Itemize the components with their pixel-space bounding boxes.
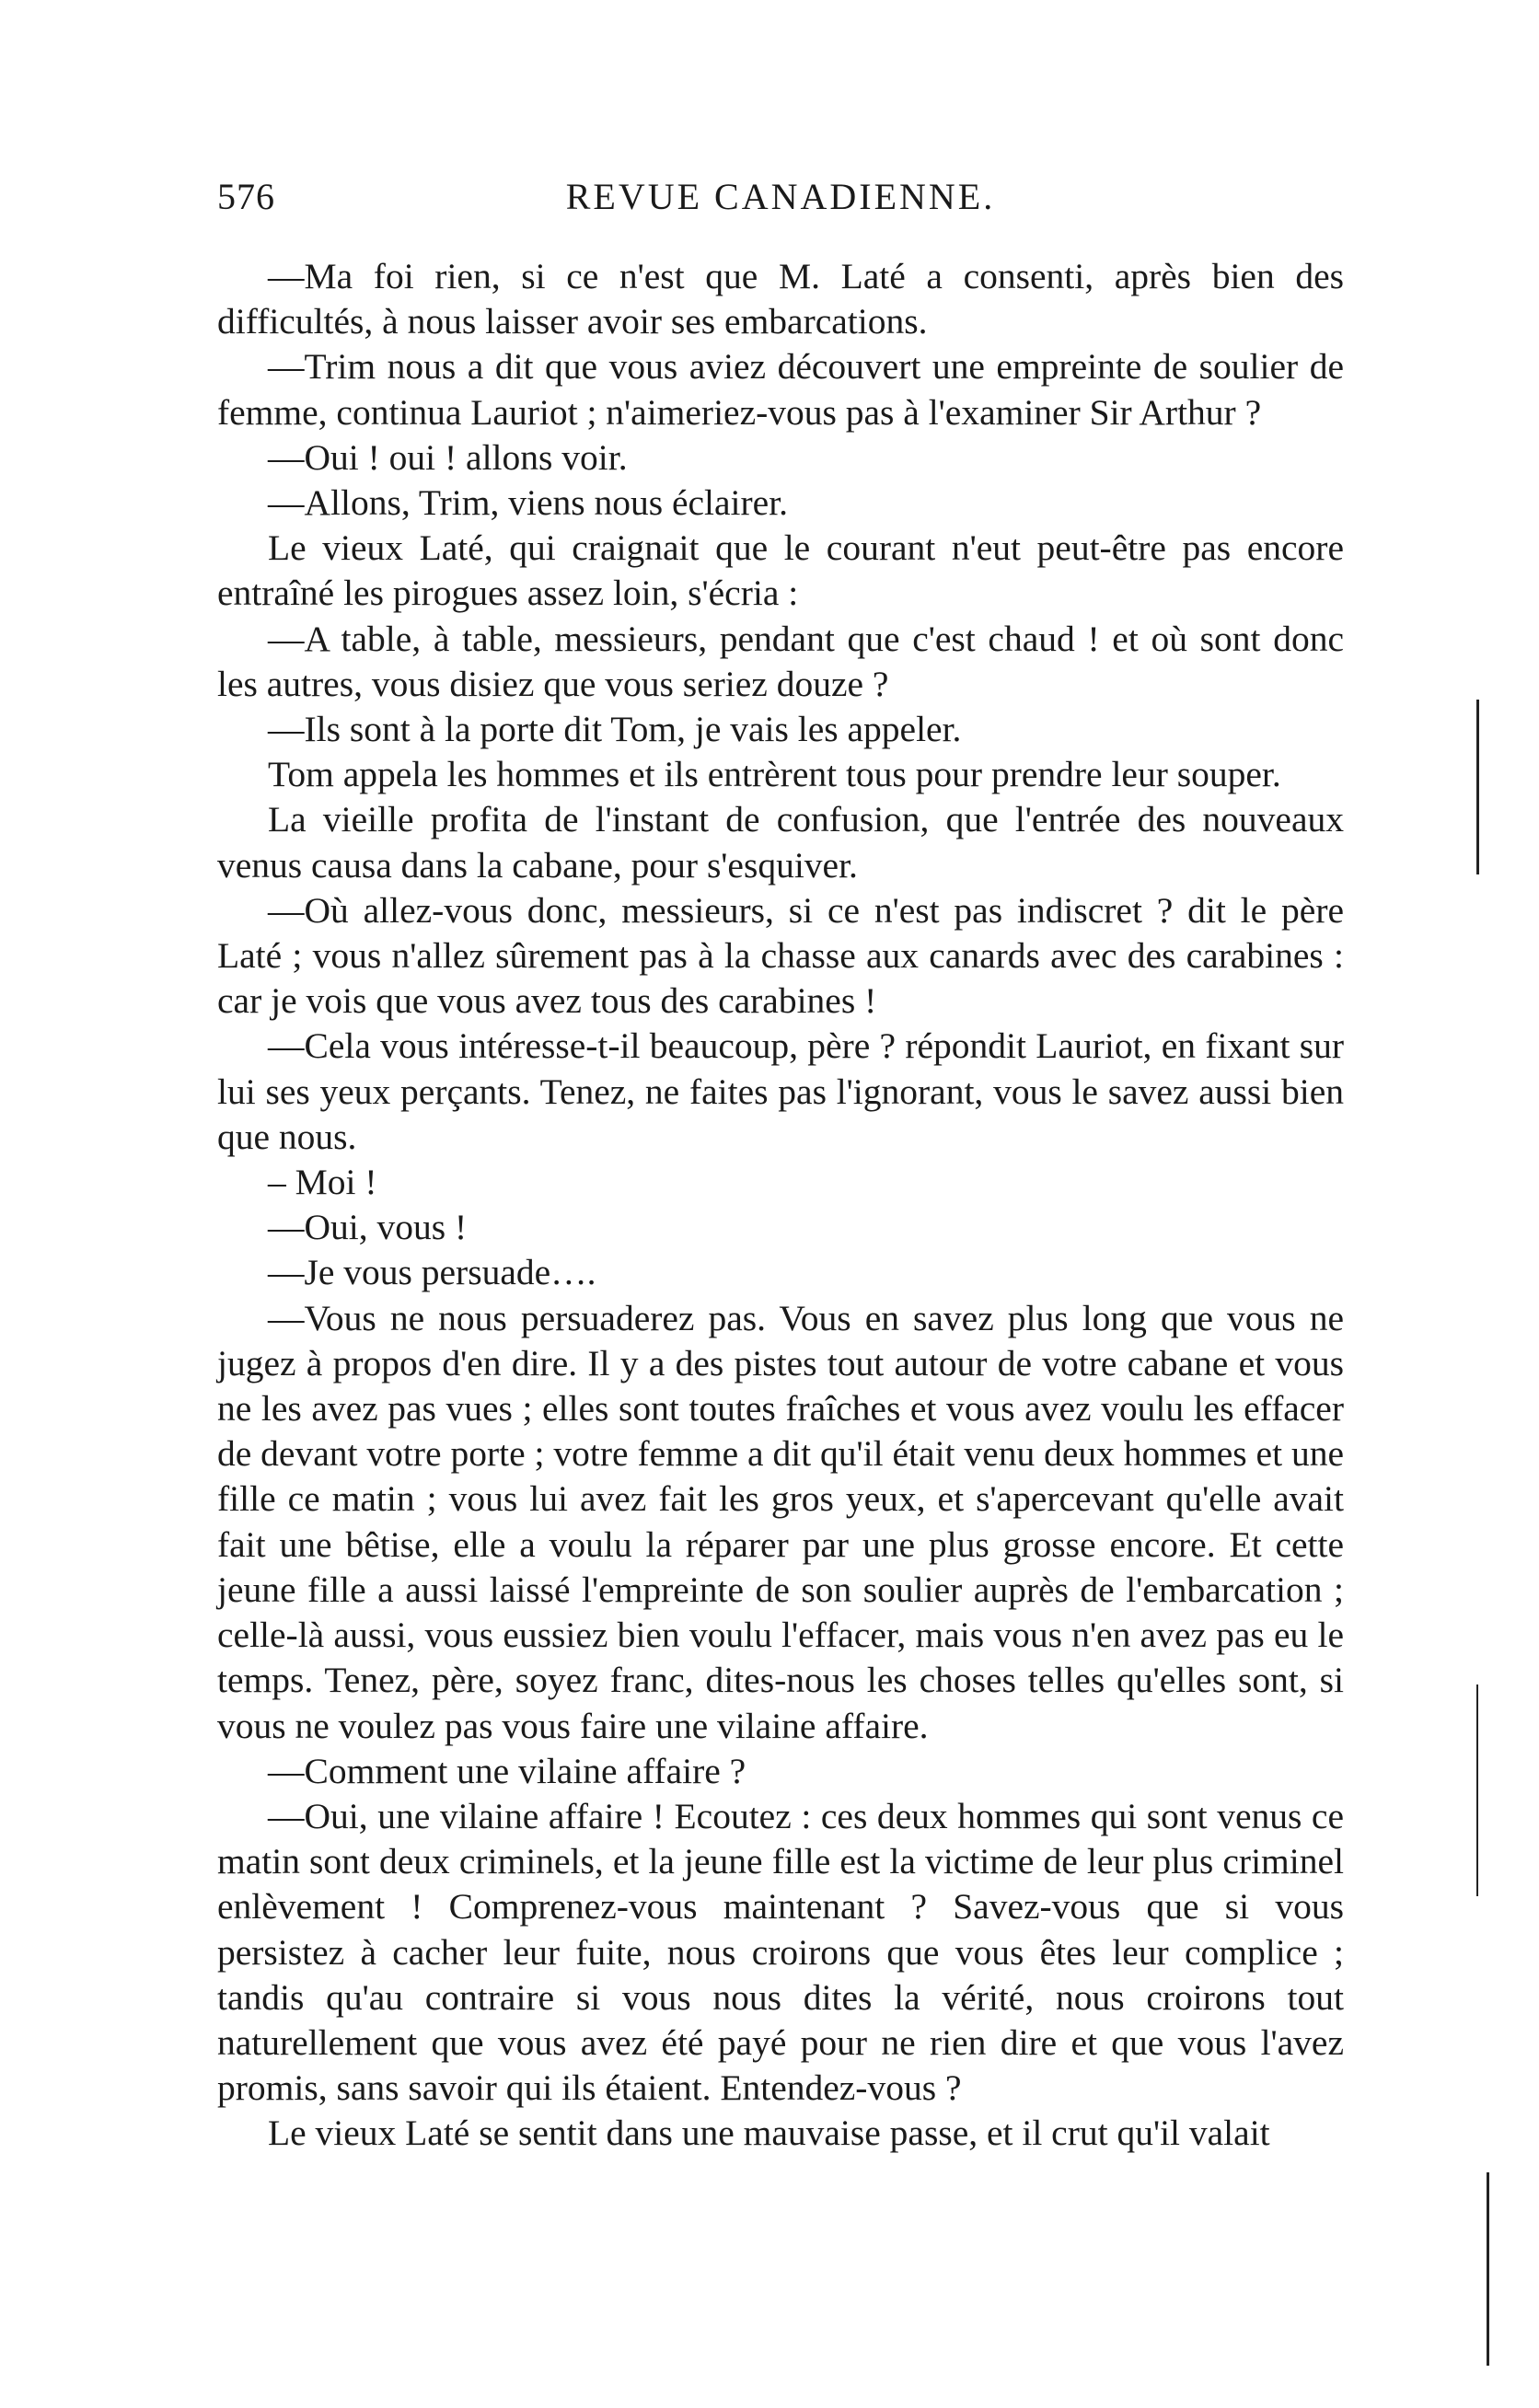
body-text [217,254,1344,2157]
running-head: REVUE CANADIENNE. [565,176,996,217]
paragraph: —Trim nous a dit que vous aviez découvert une empreinte de soulier de femme, continua Lauriot ; n'aimeriez-vous pas à l'examiner Sir Arthur ? [217,346,1344,433]
scan-edge-mark [1476,1684,1478,1896]
page-header [217,175,1344,230]
paragraph: —Ils sont à la porte dit Tom, je vais les appeler. [268,709,962,750]
paragraph: —Où allez-vous donc, messieurs, si ce n'est pas indiscret ? dit le père Laté ; vous n'allez sûrement pas à la chasse aux canards avec des carabines : car je vois que vous avez tous des carabines ! [217,889,1344,1022]
paragraph: Tom appela les hommes et ils entrèrent tous pour prendre leur souper. [268,754,1281,795]
paragraph: —Oui ! oui ! allons voir. [268,436,628,478]
paragraph: —Oui, vous ! [268,1207,468,1248]
paragraph: La vieille profita de l'instant de confusion, que l'entrée des nouveaux venus causa dans la cabane, pour s'esquiver. [217,799,1344,886]
paragraph: —Ma foi rien, si ce n'est que M. Laté a consenti, après bien des difficultés, à nous laisser avoir ses embarcations. [217,256,1344,342]
paragraph: —Vous ne nous persuaderez pas. Vous en savez plus long que vous ne jugez à propos d'en dire. Il y a des pistes tout autour de votre cabane et vous ne les avez pas vues ; elles sont toutes fraîches et vous avez voulu les effacer de devant votre porte ; votre femme a dit qu'il était venu deux hommes et une fille ce matin ; vous lui avez fait les gros yeux, et s'apercevant qu'elle avait fait une bêtise, elle a voulu la réparer par une plus grosse encore. Et cette jeune fille a aussi laissé l'empreinte de son soulier auprès de l'embarcation ; celle-là aussi, vous eussiez bien voulu l'effacer, mais vous n'en avez pas eu le temps. Tenez, père, soyez franc, dites-nous les choses telles qu'elles sont, si vous ne voulez pas vous faire une vilaine affaire. [217,1297,1344,1746]
paragraph: Le vieux Laté se sentit dans une mauvaise passe, et il crut qu'il valait [268,2113,1270,2154]
paragraph: —A table, à table, messieurs, pendant que c'est chaud ! et où sont donc les autres, vous disiez que vous seriez douze ? [217,618,1344,704]
paragraph: —Allons, Trim, viens nous éclairer. [268,482,789,524]
paragraph: —Comment une vilaine affaire ? [268,1750,746,1791]
paragraph: Le vieux Laté, qui craignait que le courant n'eut peut-être pas encore entraîné les pirogues assez loin, s'écria : [217,527,1344,614]
paragraph: – Moi ! [268,1162,377,1203]
paragraph: —Cela vous intéresse-t-il beaucoup, père ? répondit Lauriot, en fixant sur lui ses yeux perçants. Tenez, ne faites pas l'ignorant, vous le savez aussi bien que nous. [217,1025,1344,1157]
scan-edge-mark [1487,2172,1489,2366]
page-number: 576 [217,176,275,217]
scan-edge-mark [1476,700,1479,874]
paragraph: —Oui, une vilaine affaire ! Ecoutez : ces deux hommes qui sont venus ce matin sont deux criminels, et la jeune fille est la victime de leur plus criminel enlèvement ! Comprenez-vous maintenant ? Savez-vous que si vous persistez à cacher leur fuite, nous croirons que vous êtes leur complice ; tandis qu'au contraire si vous nous dites la vérité, nous croirons tout naturellement que vous avez été payé pour ne rien dire et que vous l'avez promis, sans savoir qui ils étaient. Entendez-vous ? [217,1795,1344,2109]
paragraph: —Je vous persuade…. [268,1252,596,1293]
